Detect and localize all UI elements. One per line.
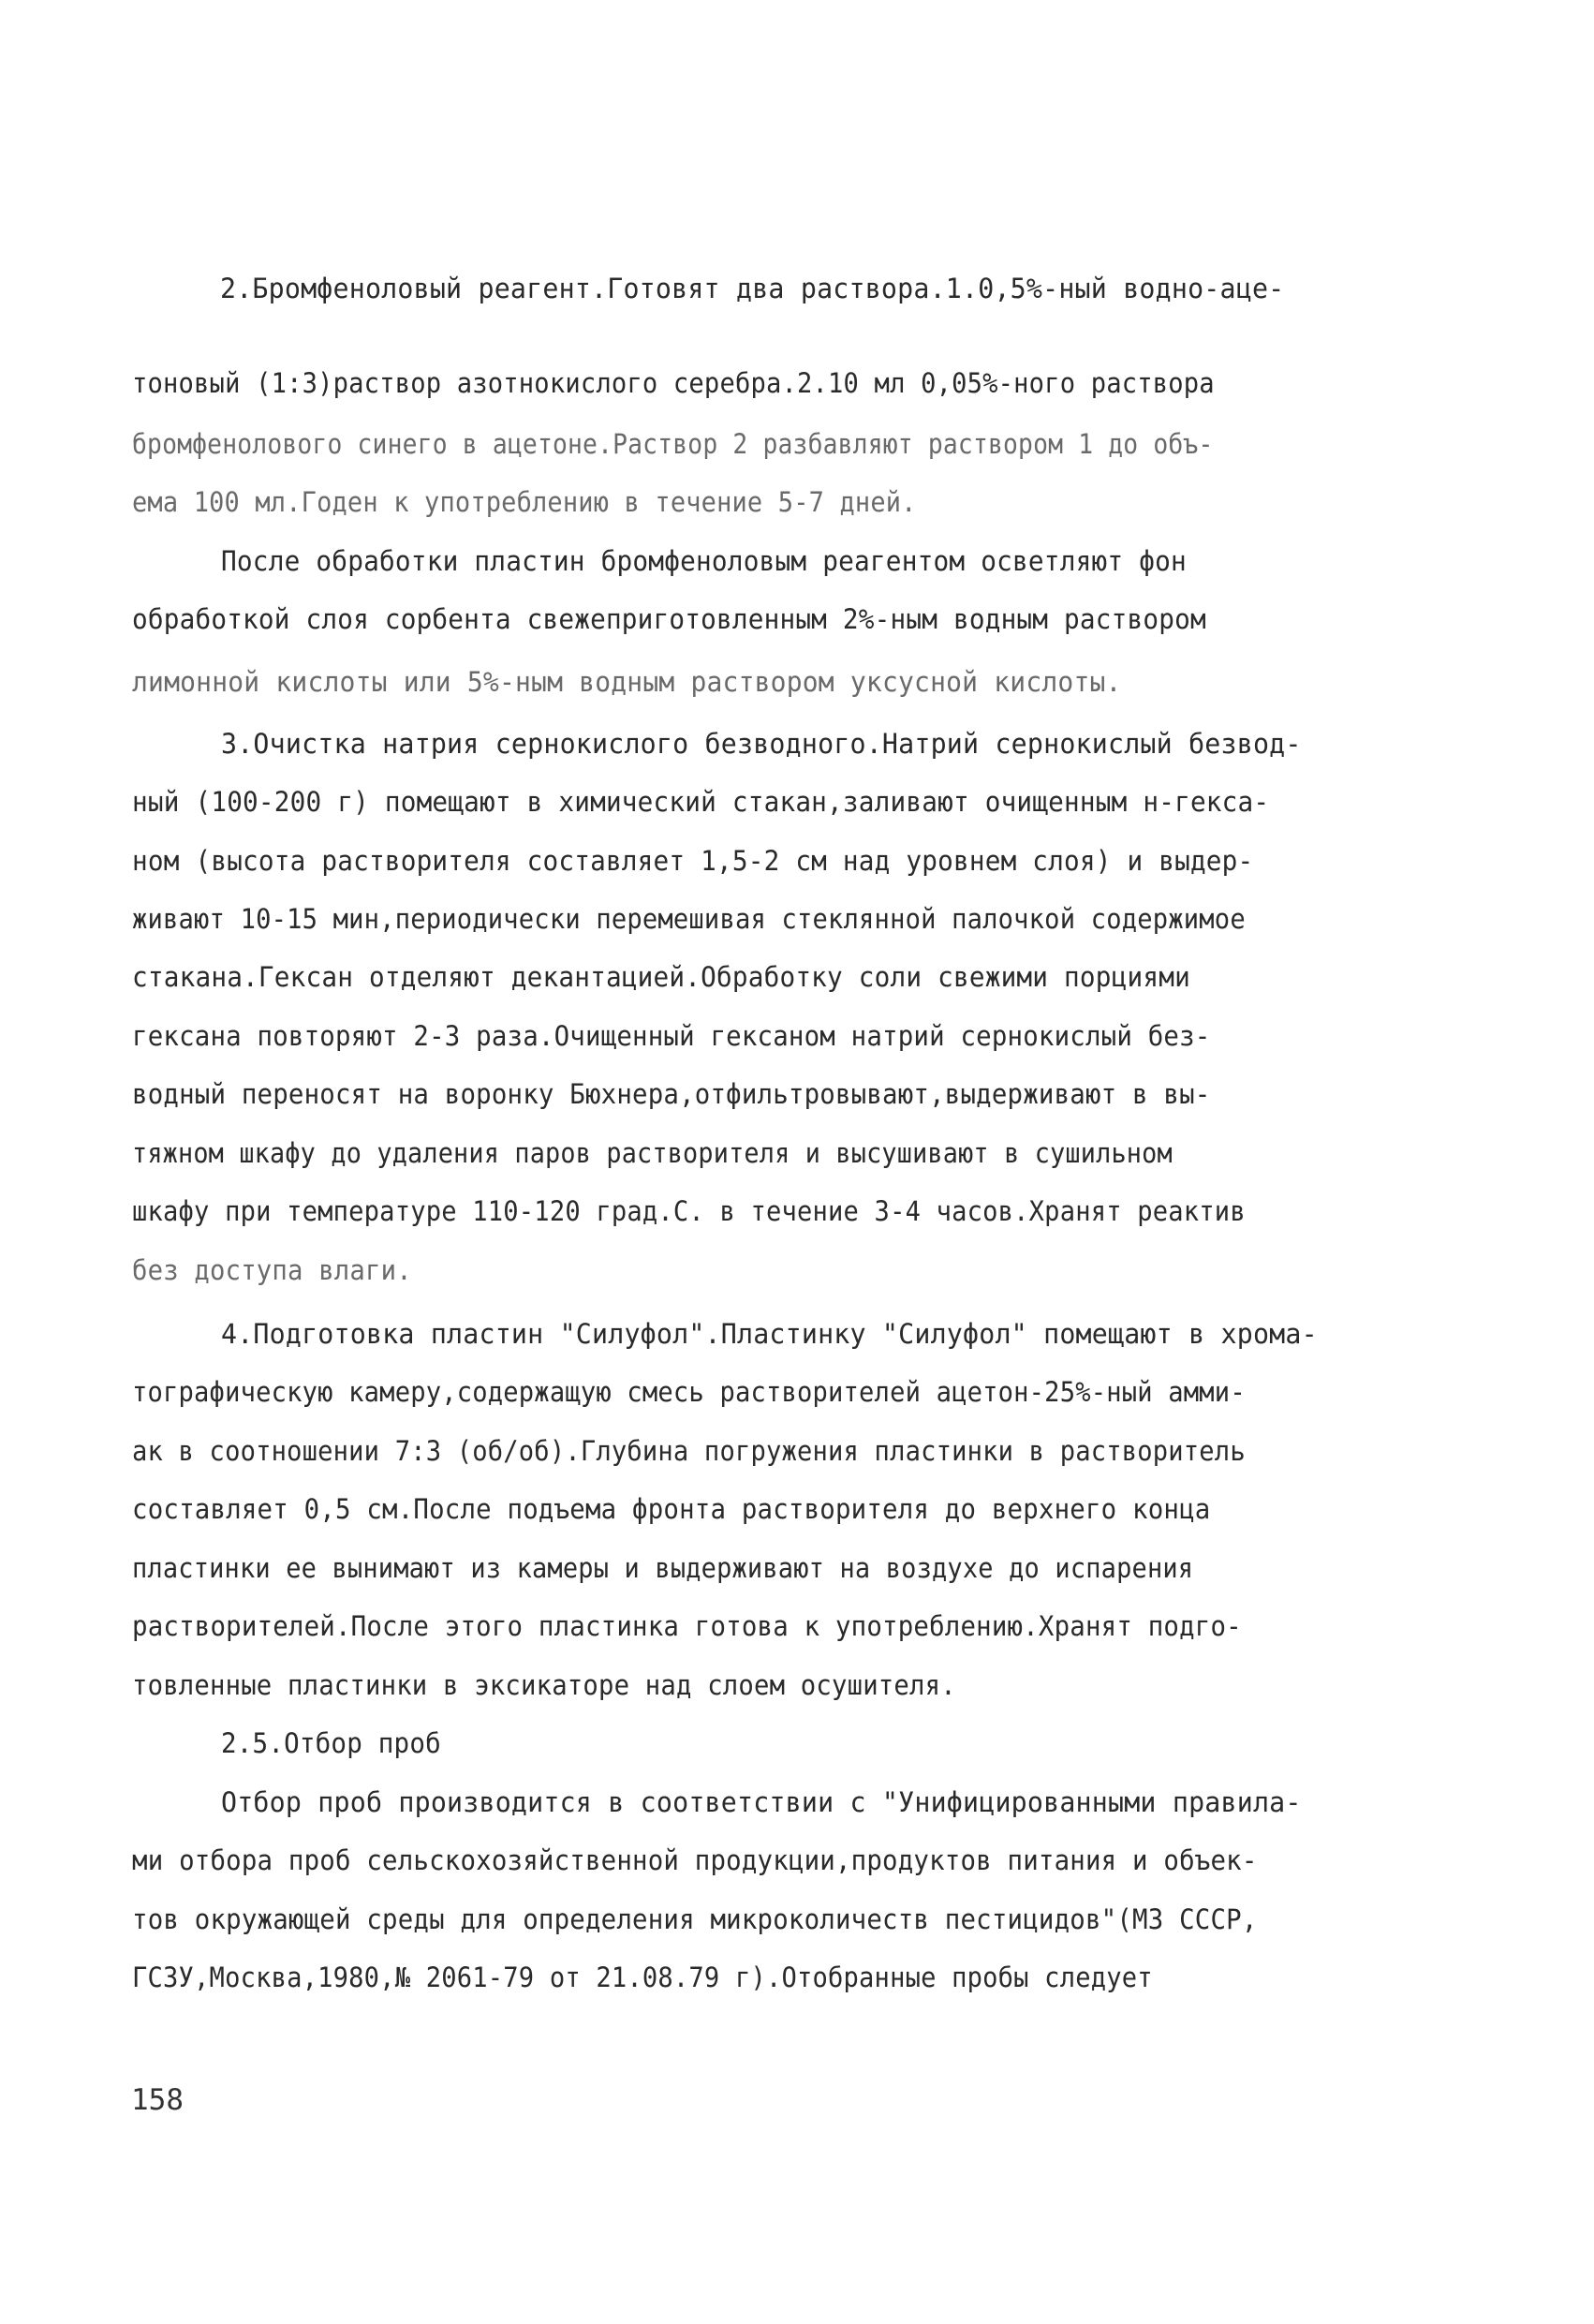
text-line-3: бромфенолового синего в ацетоне.Раствор 2 разбавляют раствором 1 до объ- [132, 428, 1214, 460]
text-line-10: ном (высота растворителя составляет 1,5-2 см над уровнем слоя) и выдер- [132, 845, 1254, 877]
text-line-22: пластинки ее вынимают из камеры и выдерживают на воздухе до испарения [132, 1552, 1194, 1584]
text-line-12: стакана.Гексан отделяют декантацией.Обработку соли свежими порциями [132, 961, 1190, 993]
text-line-17: без доступа влаги. [132, 1254, 412, 1286]
text-line-15: тяжном шкафу до удаления паров растворителя и высушивают в сушильном [132, 1137, 1173, 1169]
text-line-4: ема 100 мл.Годен к употреблению в течение 5-7 дней. [132, 486, 917, 518]
text-line-5: После обработки пластин бромфеноловым реагентом осветляют фон [221, 545, 1187, 577]
text-line-13: гексана повторяют 2-3 раза.Очищенный гексаном натрий сернокислый без- [132, 1020, 1211, 1052]
text-line-23: растворителей.После этого пластинка готова к употреблению.Хранят подго- [132, 1610, 1242, 1642]
page-number: 158 [131, 2083, 184, 2117]
text-line-27: ми отбора проб сельскохозяйственной продукции,продуктов питания и объек- [132, 1844, 1258, 1876]
text-line-26: Отбор проб производится в соответствии с "Унифицированными правила- [221, 1786, 1302, 1818]
text-line-2: тоновый (1:3)раствор азотнокислого серебра.2.10 мл 0,05%-ного раствора [132, 367, 1215, 399]
text-line-21: составляет 0,5 см.После подъема фронта растворителя до верхнего конца [132, 1493, 1211, 1525]
text-line-24: товленные пластинки в эксикаторе над слоем осушителя. [132, 1669, 956, 1701]
text-line-28: тов окружающей среды для определения микроколичеств пестицидов"(МЗ СССР, [132, 1903, 1258, 1935]
text-line-19: тографическую камеру,содержащую смесь растворителей ацетон-25%-ный амми- [132, 1376, 1246, 1408]
text-line-20: ак в соотношении 7:3 (об/об).Глубина погружения пластинки в растворитель [132, 1435, 1246, 1467]
text-line-9: ный (100-200 г) помещают в химический стакан,заливают очищенным н-гекса- [132, 786, 1270, 818]
text-line-8: 3.Очистка натрия сернокислого безводного.Натрий сернокислый безвод- [221, 728, 1302, 760]
text-line-7: лимонной кислоты или 5%-ным водным раствором уксусной кислоты. [132, 666, 1122, 698]
text-line-18: 4.Подготовка пластин "Силуфол".Пластинку "Силуфол" помещают в хрома- [221, 1318, 1318, 1350]
text-line-11: живают 10-15 мин,периодически перемешивая стеклянной палочкой содержимое [132, 903, 1246, 935]
text-line-6: обработкой слоя сорбента свежеприготовленным 2%-ным водным раствором [132, 603, 1206, 635]
text-line-16: шкафу при температуре 110-120 град.С. в течение 3-4 часов.Хранят реактив [132, 1195, 1246, 1227]
text-line-14: водный переносят на воронку Бюхнера,отфильтровывают,выдерживают в вы- [132, 1078, 1211, 1110]
section-heading-2-5: 2.5.Отбор проб [221, 1727, 441, 1759]
text-line-1: 2.Бромфеноловый реагент.Готовят два раствора.1.0,5%-ный водно-аце- [220, 273, 1285, 304]
text-line-29: ГСЗУ,Москва,1980,№ 2061-79 от 21.08.79 г).Отобранные пробы следует [132, 1961, 1153, 1993]
